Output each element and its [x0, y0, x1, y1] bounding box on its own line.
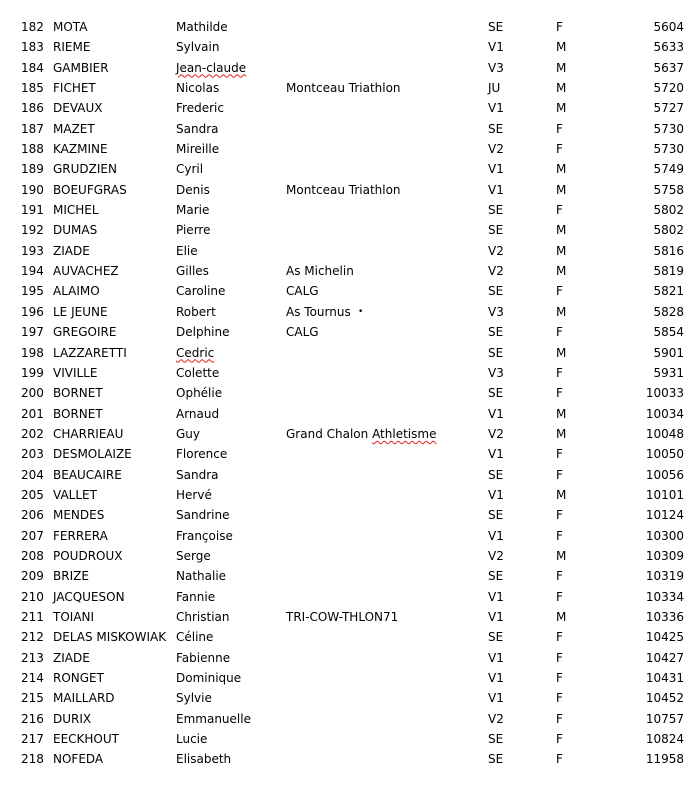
- table-row: [0, 343, 700, 363]
- sex-cell: F: [556, 365, 563, 380]
- first-name-cell: Jean-claude: [176, 60, 247, 75]
- last-name-cell: LAZZARETTI: [53, 345, 127, 360]
- rank-cell: 183: [21, 40, 44, 55]
- category-cell: V3: [488, 365, 504, 380]
- table-row: [0, 505, 700, 525]
- sex-cell: F: [556, 752, 563, 767]
- first-name-cell: Sylvain: [176, 40, 220, 55]
- first-name-cell: Emmanuelle: [176, 711, 251, 726]
- last-name-cell: AUVACHEZ: [53, 264, 119, 279]
- first-name-cell: Dominique: [176, 671, 242, 685]
- table-row: [0, 607, 700, 627]
- first-name-cell: Serge: [176, 548, 211, 563]
- category-cell: SE: [488, 467, 504, 482]
- sex-cell: F: [556, 203, 563, 218]
- bullet-marker-icon: •: [358, 306, 364, 317]
- first-name-cell: Lucie: [176, 732, 208, 747]
- sex-cell: M: [556, 243, 567, 258]
- category-cell: V1: [488, 528, 504, 543]
- table-row: [0, 139, 700, 159]
- rank-cell: 217: [21, 732, 44, 747]
- sex-cell: M: [556, 609, 567, 624]
- category-cell: SE: [488, 284, 504, 299]
- category-cell: V1: [488, 609, 504, 624]
- rank-cell: 209: [21, 569, 44, 584]
- sex-cell: F: [556, 325, 563, 340]
- category-cell: SE: [488, 345, 504, 360]
- rank-cell: 191: [21, 203, 44, 218]
- category-cell: V2: [488, 548, 504, 563]
- table-row: [0, 37, 700, 57]
- sex-cell: M: [556, 162, 567, 177]
- rank-cell: 205: [21, 487, 44, 502]
- category-cell: SE: [488, 630, 504, 645]
- rank-cell: 203: [21, 447, 44, 462]
- table-row: [0, 261, 700, 281]
- sex-cell: M: [556, 487, 567, 502]
- time-cell: 10300: [645, 528, 684, 543]
- table-row: [0, 444, 700, 464]
- club-cell: As Michelin: [286, 264, 354, 279]
- last-name-cell: MICHEL: [53, 203, 99, 218]
- table-row: [0, 465, 700, 485]
- rank-cell: 185: [21, 81, 44, 96]
- time-cell: 5758: [653, 182, 684, 197]
- table-row: [0, 648, 700, 668]
- table-row: [0, 526, 700, 546]
- category-cell: V1: [488, 691, 504, 706]
- sex-cell: M: [556, 406, 567, 421]
- first-name-cell: Mathilde: [176, 20, 228, 34]
- table-row: [0, 627, 700, 647]
- last-name-cell: MAZET: [53, 121, 95, 136]
- last-name-cell: BORNET: [53, 406, 103, 421]
- category-cell: SE: [488, 20, 504, 34]
- table-row: [0, 668, 700, 688]
- rank-cell: 198: [21, 345, 44, 360]
- first-name-cell: Fabienne: [176, 650, 231, 665]
- table-row: [0, 220, 700, 240]
- rank-cell: 188: [21, 142, 44, 157]
- last-name-cell: NOFEDA: [53, 752, 104, 767]
- table-row: [0, 180, 700, 200]
- last-name-cell: CHARRIEAU: [53, 426, 124, 441]
- sex-cell: M: [556, 264, 567, 279]
- first-name-cell: Florence: [176, 447, 228, 462]
- first-name-cell: Arnaud: [176, 406, 220, 421]
- table-row: [0, 688, 700, 708]
- sex-cell: F: [556, 569, 563, 584]
- time-cell: 10427: [645, 650, 684, 665]
- time-cell: 10309: [645, 548, 684, 563]
- rank-cell: 215: [21, 691, 44, 706]
- time-cell: 5854: [653, 325, 684, 340]
- category-cell: SE: [488, 121, 504, 136]
- last-name-cell: DUMAS: [53, 223, 98, 238]
- first-name-cell: Sandra: [176, 467, 219, 482]
- last-name-cell: VIVILLE: [53, 365, 98, 380]
- sex-cell: F: [556, 386, 563, 401]
- sex-cell: M: [556, 60, 567, 75]
- sex-cell: F: [556, 121, 563, 136]
- first-name-cell: Hervé: [176, 487, 212, 502]
- sex-cell: M: [556, 426, 567, 441]
- category-cell: V2: [488, 264, 504, 279]
- category-cell: V1: [488, 447, 504, 462]
- table-row: [0, 159, 700, 179]
- time-cell: 5727: [653, 101, 684, 116]
- category-cell: V2: [488, 426, 504, 441]
- table-row: [0, 566, 700, 586]
- category-cell: JU: [488, 81, 501, 96]
- club-cell: As Tournus: [286, 304, 351, 319]
- club-cell: CALG: [286, 325, 319, 340]
- first-name-cell: Caroline: [176, 284, 226, 299]
- sex-cell: F: [556, 630, 563, 645]
- rank-cell: 186: [21, 101, 44, 116]
- category-cell: V1: [488, 671, 504, 685]
- last-name-cell: GAMBIER: [53, 60, 109, 75]
- last-name-cell: RIEME: [53, 40, 91, 55]
- rank-cell: 195: [21, 284, 44, 299]
- category-cell: SE: [488, 325, 504, 340]
- time-cell: 5901: [653, 345, 684, 360]
- time-cell: 10048: [645, 426, 684, 441]
- time-cell: 10033: [645, 386, 684, 401]
- rank-cell: 197: [21, 325, 44, 340]
- first-name-cell: Cedric: [176, 345, 215, 360]
- category-cell: V1: [488, 589, 504, 604]
- rank-cell: 206: [21, 508, 44, 523]
- first-name-cell: Marie: [176, 203, 210, 218]
- rank-cell: 214: [21, 671, 44, 685]
- table-row: [0, 119, 700, 139]
- first-name-cell: Elisabeth: [176, 752, 232, 767]
- rank-cell: 194: [21, 264, 44, 279]
- table-row: [0, 78, 700, 98]
- sex-cell: F: [556, 711, 563, 726]
- last-name-cell: MENDES: [53, 508, 105, 523]
- rank-cell: 212: [21, 630, 44, 645]
- first-name-cell: Frederic: [176, 101, 224, 116]
- last-name-cell: LE JEUNE: [53, 304, 108, 319]
- table-row: [0, 17, 700, 37]
- time-cell: 10034: [645, 406, 684, 421]
- category-cell: SE: [488, 732, 504, 747]
- first-name-cell: Sandrine: [176, 508, 230, 523]
- sex-cell: M: [556, 81, 567, 96]
- sex-cell: F: [556, 528, 563, 543]
- time-cell: 10056: [645, 467, 684, 482]
- category-cell: V1: [488, 40, 504, 55]
- time-cell: 11958: [645, 752, 684, 767]
- club-cell: CALG: [286, 284, 319, 299]
- category-cell: V1: [488, 406, 504, 421]
- last-name-cell: BOEUFGRAS: [53, 182, 127, 197]
- table-row: [0, 709, 700, 729]
- first-name-cell: Guy: [176, 426, 201, 441]
- last-name-cell: FERRERA: [53, 528, 108, 543]
- first-name-cell: Gilles: [176, 264, 209, 279]
- time-cell: 10050: [645, 447, 684, 462]
- sex-cell: M: [556, 40, 567, 55]
- first-name-cell: Colette: [176, 365, 220, 380]
- club-cell: Montceau Triathlon: [286, 81, 401, 96]
- time-cell: 10101: [645, 487, 684, 502]
- sex-cell: M: [556, 101, 567, 116]
- time-cell: 5802: [653, 203, 684, 218]
- last-name-cell: EECKHOUT: [53, 732, 119, 747]
- last-name-cell: KAZMINE: [53, 142, 108, 157]
- last-name-cell: ZIADE: [53, 243, 90, 258]
- last-name-cell: JACQUESON: [53, 589, 125, 604]
- sex-cell: F: [556, 671, 563, 685]
- sex-cell: M: [556, 182, 567, 197]
- time-cell: 10757: [645, 711, 684, 726]
- time-cell: 5730: [653, 121, 684, 136]
- sex-cell: M: [556, 223, 567, 238]
- category-cell: V2: [488, 243, 504, 258]
- club-cell: Montceau Triathlon: [286, 182, 401, 197]
- rank-cell: 184: [21, 60, 44, 75]
- sex-cell: F: [556, 650, 563, 665]
- first-name-cell: Cyril: [176, 162, 204, 177]
- table-row: [0, 281, 700, 301]
- sex-cell: F: [556, 447, 563, 462]
- rank-cell: 218: [21, 752, 44, 767]
- last-name-cell: BEAUCAIRE: [53, 467, 122, 482]
- last-name-cell: MOTA: [53, 20, 88, 34]
- time-cell: 10334: [645, 589, 684, 604]
- first-name-cell: Pierre: [176, 223, 211, 238]
- rank-cell: 201: [21, 406, 44, 421]
- first-name-cell: Céline: [176, 630, 214, 645]
- time-cell: 10425: [645, 630, 684, 645]
- last-name-cell: DEVAUX: [53, 101, 103, 116]
- table-row: [0, 424, 700, 444]
- time-cell: 5816: [653, 243, 684, 258]
- table-row: [0, 241, 700, 261]
- table-row: [0, 587, 700, 607]
- club-cell: Grand Chalon Athletisme: [286, 426, 437, 441]
- time-cell: 5931: [653, 365, 684, 380]
- sex-cell: F: [556, 142, 563, 157]
- time-cell: 10336: [645, 609, 684, 624]
- category-cell: SE: [488, 386, 504, 401]
- rank-cell: 216: [21, 711, 44, 726]
- last-name-cell: VALLET: [53, 487, 97, 502]
- last-name-cell: DESMOLAIZE: [53, 447, 132, 462]
- sex-cell: F: [556, 691, 563, 706]
- category-cell: SE: [488, 569, 504, 584]
- first-name-cell: Sylvie: [176, 691, 212, 706]
- rank-cell: 211: [21, 609, 44, 624]
- rank-cell: 189: [21, 162, 44, 177]
- time-cell: 10431: [645, 671, 684, 685]
- time-cell: 10452: [645, 691, 684, 706]
- table-row: [0, 749, 700, 769]
- sex-cell: M: [556, 304, 567, 319]
- rank-cell: 200: [21, 386, 44, 401]
- first-name-cell: Nathalie: [176, 569, 227, 584]
- table-row: [0, 363, 700, 383]
- sex-cell: F: [556, 467, 563, 482]
- last-name-cell: RONGET: [53, 671, 104, 685]
- first-name-cell: Mireille: [176, 142, 220, 157]
- sex-cell: M: [556, 548, 567, 563]
- time-cell: 5637: [653, 60, 684, 75]
- table-row: [0, 302, 700, 322]
- rank-cell: 213: [21, 650, 44, 665]
- rank-cell: 193: [21, 243, 44, 258]
- category-cell: V3: [488, 304, 504, 319]
- category-cell: V1: [488, 650, 504, 665]
- time-cell: 5604: [653, 20, 684, 34]
- category-cell: V1: [488, 101, 504, 116]
- last-name-cell: FICHET: [53, 81, 96, 96]
- sex-cell: M: [556, 345, 567, 360]
- rank-cell: 208: [21, 548, 44, 563]
- sex-cell: F: [556, 20, 563, 34]
- rank-cell: 192: [21, 223, 44, 238]
- time-cell: 5633: [653, 40, 684, 55]
- table-row: [0, 322, 700, 342]
- table-row: [0, 729, 700, 749]
- results-table: [0, 17, 700, 770]
- time-cell: 10824: [645, 732, 684, 747]
- first-name-cell: Robert: [176, 304, 216, 319]
- time-cell: 5802: [653, 223, 684, 238]
- first-name-cell: Françoise: [176, 528, 233, 543]
- first-name-cell: Sandra: [176, 121, 219, 136]
- rank-cell: 210: [21, 589, 44, 604]
- last-name-cell: BRIZE: [53, 569, 89, 584]
- last-name-cell: ALAIMO: [53, 284, 100, 299]
- category-cell: V1: [488, 182, 504, 197]
- category-cell: V1: [488, 162, 504, 177]
- rank-cell: 207: [21, 528, 44, 543]
- table-row: [0, 383, 700, 403]
- table-row: [0, 546, 700, 566]
- time-cell: 10124: [645, 508, 684, 523]
- first-name-cell: Fannie: [176, 589, 216, 604]
- sex-cell: F: [556, 732, 563, 747]
- rank-cell: 202: [21, 426, 44, 441]
- category-cell: SE: [488, 752, 504, 767]
- rank-cell: 204: [21, 467, 44, 482]
- time-cell: 5749: [653, 162, 684, 177]
- rank-cell: 182: [21, 20, 44, 34]
- table-row: [0, 98, 700, 118]
- category-cell: V1: [488, 487, 504, 502]
- last-name-cell: MAILLARD: [53, 691, 115, 706]
- rank-cell: 196: [21, 304, 44, 319]
- rank-cell: 187: [21, 121, 44, 136]
- sex-cell: F: [556, 589, 563, 604]
- table-row: [0, 485, 700, 505]
- first-name-cell: Nicolas: [176, 81, 220, 96]
- table-row: [0, 58, 700, 78]
- last-name-cell: DELAS MISKOWIAK: [53, 630, 167, 645]
- first-name-cell: Elie: [176, 243, 198, 258]
- category-cell: SE: [488, 203, 504, 218]
- last-name-cell: GRUDZIEN: [53, 162, 117, 177]
- category-cell: V2: [488, 711, 504, 726]
- first-name-cell: Denis: [176, 182, 210, 197]
- last-name-cell: BORNET: [53, 386, 103, 401]
- first-name-cell: Christian: [176, 609, 230, 624]
- category-cell: V2: [488, 142, 504, 157]
- last-name-cell: DURIX: [53, 711, 92, 726]
- time-cell: 5819: [653, 264, 684, 279]
- club-cell: TRI-COW-THLON71: [286, 609, 399, 624]
- table-row: [0, 200, 700, 220]
- last-name-cell: POUDROUX: [53, 548, 123, 563]
- category-cell: SE: [488, 508, 504, 523]
- time-cell: 5720: [653, 81, 684, 96]
- last-name-cell: TOIANI: [53, 609, 95, 624]
- category-cell: SE: [488, 223, 504, 238]
- sex-cell: F: [556, 508, 563, 523]
- time-cell: 5730: [653, 142, 684, 157]
- time-cell: 5821: [653, 284, 684, 299]
- rank-cell: 199: [21, 365, 44, 380]
- last-name-cell: ZIADE: [53, 650, 90, 665]
- category-cell: V3: [488, 60, 504, 75]
- table-row: [0, 404, 700, 424]
- first-name-cell: Delphine: [176, 325, 230, 340]
- first-name-cell: Ophélie: [176, 386, 223, 401]
- time-cell: 5828: [653, 304, 684, 319]
- last-name-cell: GREGOIRE: [53, 325, 117, 340]
- time-cell: 10319: [645, 569, 684, 584]
- rank-cell: 190: [21, 182, 44, 197]
- sex-cell: F: [556, 284, 563, 299]
